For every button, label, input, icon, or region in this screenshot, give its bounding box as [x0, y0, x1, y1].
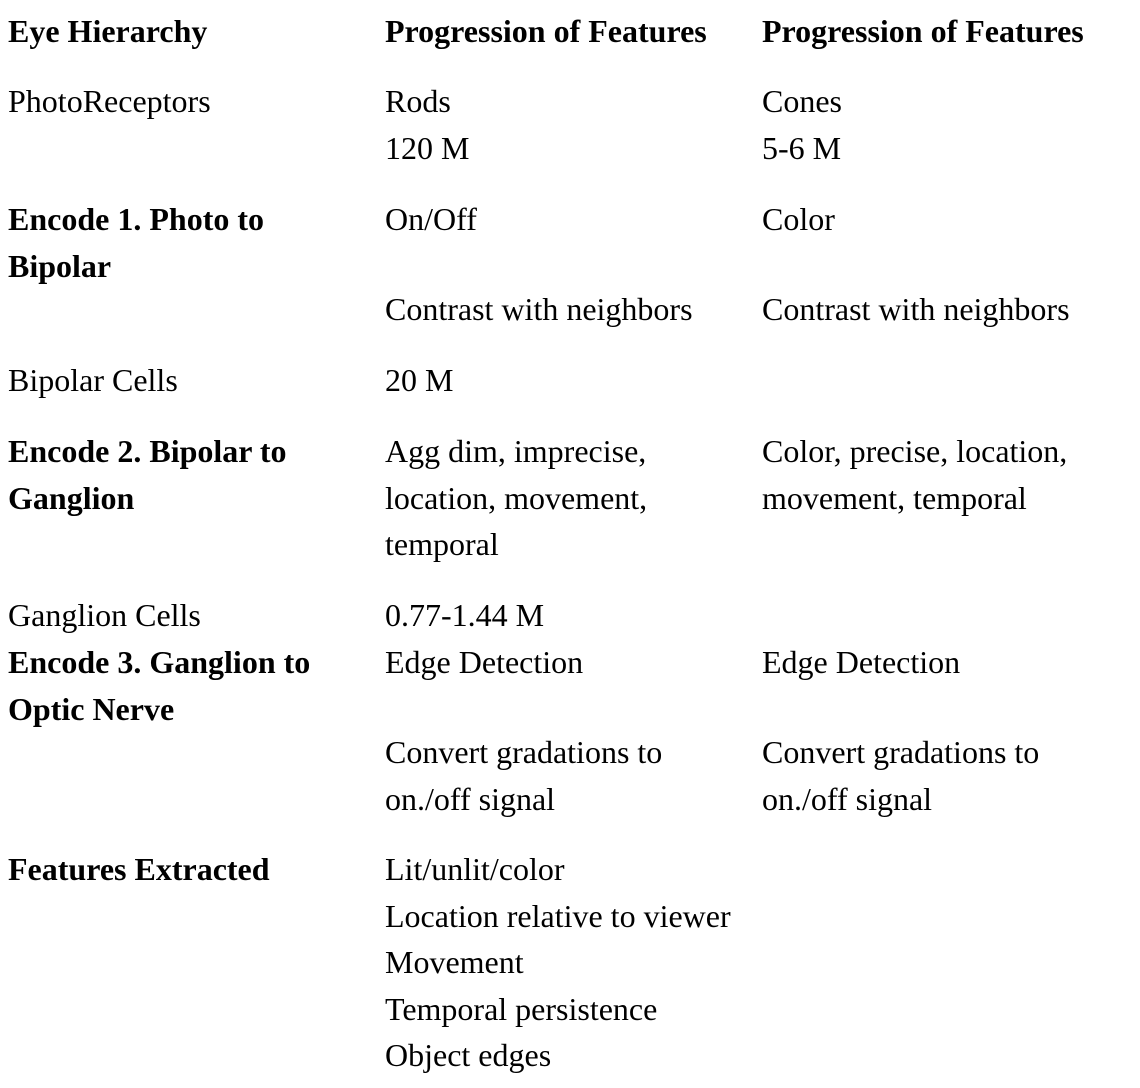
- encode-2-rods-features: [385, 428, 647, 568]
- encode-2-cones-line-2: movement, temporal: [762, 479, 1027, 516]
- encode-1-rods-feature: On/Off: [385, 201, 477, 237]
- encode-1-label-line-2: Bipolar: [8, 247, 112, 284]
- encode-3-rods-edge-detection: Edge Detection: [385, 644, 584, 680]
- encode-3-rods-convert-line-2: on./off signal: [385, 780, 556, 817]
- encode-2-rods-line-2: location, movement,: [385, 479, 648, 516]
- photoreceptors-rods: [385, 78, 469, 171]
- encode-3-cones-edge-detection: Edge Detection: [762, 644, 961, 680]
- header-eye-hierarchy: Eye Hierarchy: [8, 13, 208, 49]
- encode-1-rods-contrast: Contrast with neighbors: [385, 291, 693, 327]
- encode-3-label-line-2: Optic Nerve: [8, 690, 175, 727]
- features-extracted-list: [385, 846, 731, 1079]
- feature-item: Object edges: [385, 1037, 552, 1073]
- rods-count: 120 M: [385, 129, 470, 166]
- encode-1-cones-feature: Color: [762, 201, 835, 237]
- rods-label: Rods: [385, 83, 451, 119]
- encode-2-label-line-2: Ganglion: [8, 479, 135, 516]
- encode-2-cones-line-1: Color, precise, location,: [762, 433, 1068, 469]
- encode-3-cones-convert: [762, 729, 1039, 822]
- cones-count: 5-6 M: [762, 129, 842, 166]
- row-label-encode-1: [8, 196, 368, 289]
- row-label-photoreceptors: PhotoReceptors: [8, 83, 211, 119]
- encode-2-label-line-1: Encode 2. Bipolar to: [8, 433, 287, 469]
- header-progression-1: Progression of Features: [385, 13, 707, 49]
- encode-3-rods-convert-line-1: Convert gradations to: [385, 734, 663, 770]
- encode-1-label-line-1: Encode 1. Photo to: [8, 201, 264, 237]
- encode-2-rods-line-3: temporal: [385, 526, 499, 562]
- cones-label: Cones: [762, 83, 842, 119]
- encode-3-cones-convert-line-2: on./off signal: [762, 780, 933, 817]
- row-label-features-extracted: Features Extracted: [8, 851, 270, 887]
- feature-item: Movement: [385, 944, 524, 980]
- ganglion-cells-count: 0.77-1.44 M: [385, 597, 545, 633]
- encode-3-cones-convert-line-1: Convert gradations to: [762, 734, 1040, 770]
- header-progression-2: Progression of Features: [762, 13, 1084, 49]
- feature-item: Temporal persistence: [385, 990, 658, 1027]
- encode-1-cones-contrast: Contrast with neighbors: [762, 291, 1070, 327]
- row-label-bipolar-cells: Bipolar Cells: [8, 362, 178, 398]
- row-label-encode-2: [8, 428, 368, 521]
- photoreceptors-cones: [762, 78, 842, 171]
- encode-2-cones-features: [762, 428, 1067, 521]
- row-label-encode-3: [8, 639, 368, 732]
- bipolar-cells-count: 20 M: [385, 362, 454, 398]
- feature-item: Lit/unlit/color: [385, 851, 565, 887]
- feature-item: Location relative to viewer: [385, 897, 731, 934]
- encode-3-label-line-1: Encode 3. Ganglion to: [8, 644, 311, 680]
- encode-2-rods-line-1: Agg dim, imprecise,: [385, 433, 647, 469]
- encode-3-rods-convert: [385, 729, 662, 822]
- row-label-ganglion-cells: Ganglion Cells: [8, 597, 201, 633]
